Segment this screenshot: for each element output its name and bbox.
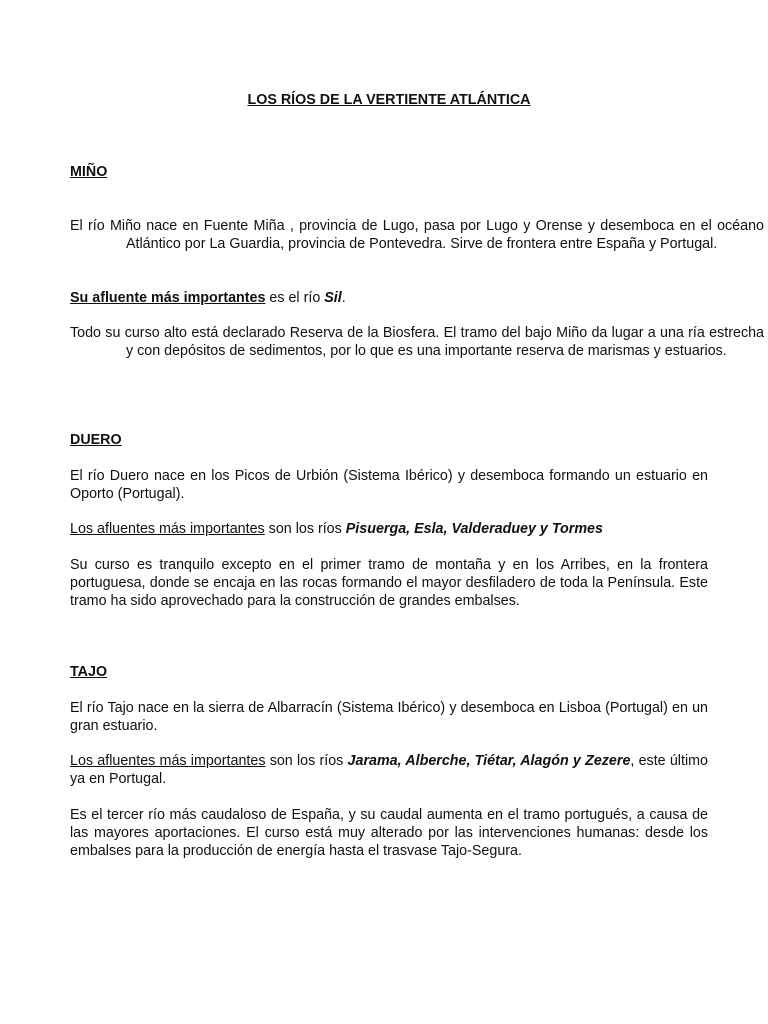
mino-paragraph-tributaries <box>70 289 708 307</box>
heading-duero: DUERO <box>70 432 122 448</box>
duero-paragraph-origin: El río Duero nace en los Picos de Urbión (Sistema Ibérico) y desemboca formando un estuario en Oporto (Portugal). <box>70 468 708 502</box>
mino-paragraph-course: Todo su curso alto está declarado Reserva de la Biosfera. El tramo del bajo Miño da lugar a una ría estrecha y con depósitos de sedimentos, por lo que es una importante reserva de marismas y estuarios. <box>70 325 764 359</box>
tajo-paragraph-tributaries <box>70 752 708 788</box>
duero-paragraph-course: Su curso es tranquilo excepto en el primer tramo de montaña y en los Arribes, en la frontera portuguesa, donde se encaja en las rocas formando el mayor desfiladero de toda la Península. Este tramo ha sido aprovechado para la construcción de grandes embalses. <box>70 557 708 609</box>
tajo-paragraph-origin: El río Tajo nace en la sierra de Albarracín (Sistema Ibérico) y desemboca en Lisboa (Portugal) en un gran estuario. <box>70 700 708 734</box>
duero-tributaries-names: Pisuerga, Esla, Valderaduey y Tormes <box>345 521 603 537</box>
duero-tributaries-label: Los afluentes más importantes <box>70 521 265 537</box>
mino-tributaries-names: Sil <box>324 290 342 306</box>
document-title: LOS RÍOS DE LA VERTIENTE ATLÁNTICA <box>247 92 531 108</box>
tajo-tributaries-connector: son los ríos <box>265 753 348 769</box>
mino-tributaries-end: . <box>341 290 346 306</box>
mino-tributaries-label: Su afluente más importantes <box>70 290 266 306</box>
heading-tajo: TAJO <box>70 664 108 680</box>
mino-paragraph-origin: El río Miño nace en Fuente Miña , provincia de Lugo, pasa por Lugo y Orense y desemboca en el océano Atlántico por La Guardia, provincia de Pontevedra. Sirve de frontera entre España y Portugal. <box>70 218 764 252</box>
duero-tributaries-connector: son los ríos <box>264 521 346 537</box>
duero-paragraph-tributaries <box>70 520 708 538</box>
heading-mino: MIÑO <box>70 164 108 180</box>
tajo-tributaries-label: Los afluentes más importantes <box>70 753 266 769</box>
tajo-paragraph-course: Es el tercer río más caudaloso de España, y su caudal aumenta en el tramo portugués, a causa de las mayores aportaciones. El curso está muy alterado por las intervenciones humanas: desde los embalses para la producción de energía hasta el trasvase Tajo-Segura. <box>70 807 708 859</box>
tajo-tributaries-names: Jarama, Alberche, Tiétar, Alagón y Zezere <box>347 753 631 769</box>
tajo-tributaries-end: , este último ya en Portugal. <box>70 753 708 787</box>
mino-tributaries-connector: es el río <box>265 290 325 306</box>
